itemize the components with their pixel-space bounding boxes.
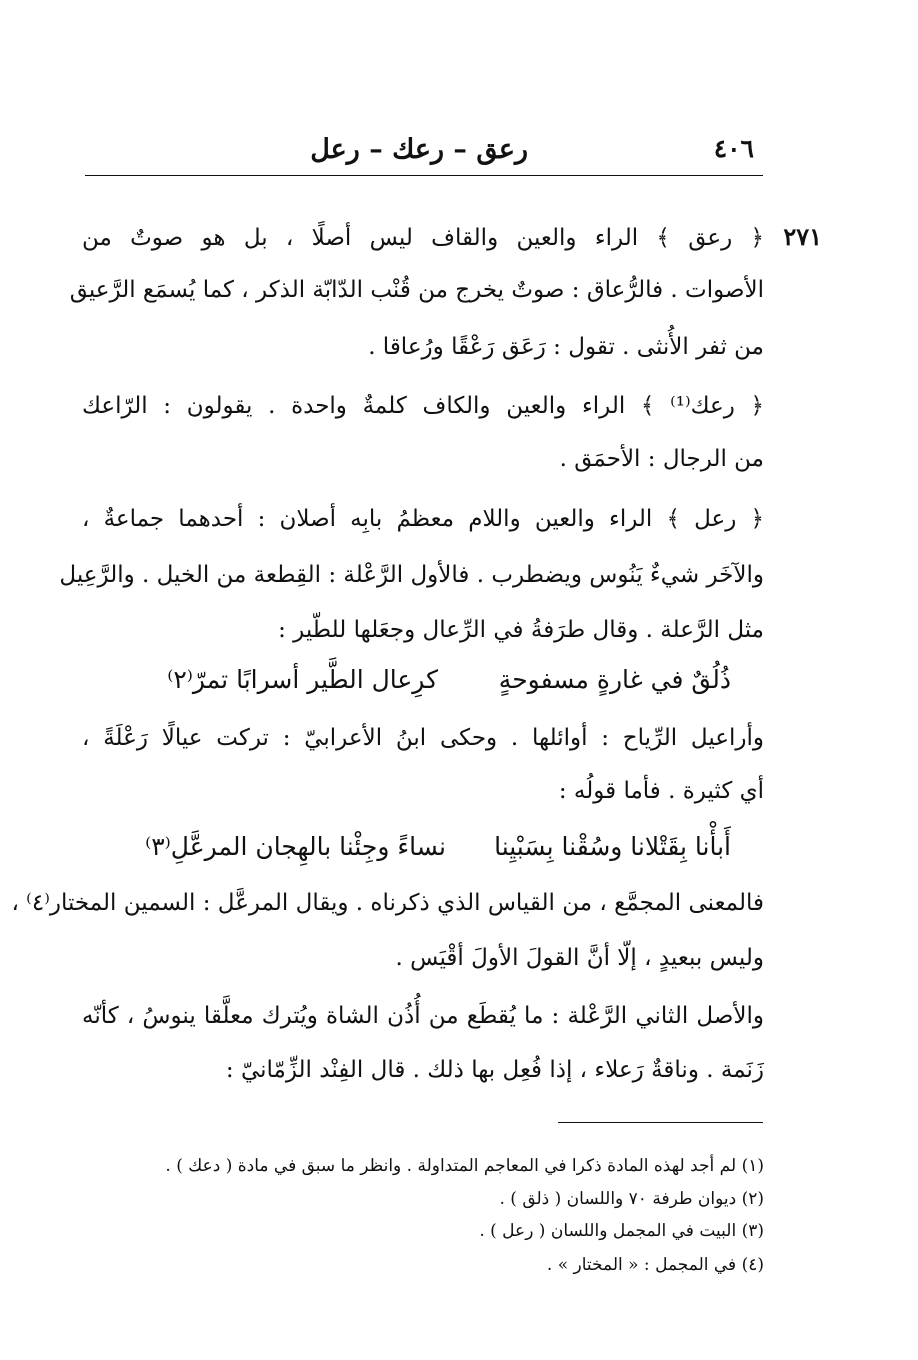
body-line-10: أي كثيرة . فأما قولُه : [558, 778, 764, 804]
body-line-13: والأصل الثاني الرَّعْلة : ما يُقطَع من أُذُن الشاة ويُترك معلَّقا ينوسُ ، كأنّه [82, 1003, 764, 1029]
entry-number: ٢٧١ [783, 222, 822, 251]
page-number: ٤٠٦ [713, 134, 754, 163]
body-line-5: من الرجال : الأحمَق . [559, 446, 764, 472]
body-line-11: فالمعنى المجمَّع ، من القياس الذي ذكرناه . ويقال المرعَّل : السمين المختار⁽٤⁾ ، [11, 890, 764, 916]
body-line-2: الأصوات . فالرُّعاق : صوتٌ يخرج من قُنْب الدّابّة الذكر ، كما يُسمَع الرَّعيق [69, 277, 764, 303]
footnote-4: (٤) في المجمل : « المختار » . [546, 1255, 764, 1275]
verse-1-second-hemistich: كرِعال الطَّير أسرابًا تمرّ⁽٢⁾ [167, 665, 438, 694]
body-line-12: وليس ببعيدٍ ، إلّا أنَّ القولَ الأولَ أقْيَس . [395, 945, 764, 971]
running-head: رعق – رعك – رعل [310, 134, 528, 165]
body-line-3: من ثفر الأُنثى . تقول : رَعَق رَعْقًا ورُعاقا . [368, 334, 764, 360]
body-line-8: مثل الرَّعلة . وقال طرَفةُ في الرِّعال وجعَلها للطّير : [278, 617, 764, 643]
verse-2-first-hemistich: أَبأْنا بِقَتْلانا وسُقْنا بِسَبْيِنا [494, 832, 731, 861]
body-line-14: زَنَمة . وناقةٌ رَعلاء ، إذا فُعِل بها ذلك . قال الفِنْد الزِّمّانيّ : [225, 1057, 764, 1083]
body-line-7: والآخَر شيءٌ يَنُوس ويضطرب . فالأول الرَّعْلة : القِطعة من الخيل . والرَّعِيل [59, 562, 764, 588]
body-line-1: ﴿ رعق ﴾ الراء والعين والقاف ليس أصلًا ، بل هو صوتٌ من [82, 225, 764, 251]
verse-2-second-hemistich: نساءً وجِئْنا بالهِجان المرعَّلِ⁽٣⁾ [145, 832, 446, 861]
footnote-2: (٢) ديوان طرفة ٧٠ واللسان ( ذلق ) . [499, 1189, 764, 1209]
page-header [85, 134, 760, 174]
verse-1-first-hemistich: ذُلُقٌ في غارةٍ مسفوحةٍ [498, 665, 731, 694]
header-rule [85, 175, 763, 176]
body-line-9: وأراعيل الرِّياح : أوائلها . وحكى ابنُ الأعرابيّ : تركت عيالًا رَعْلَةً ، [82, 725, 764, 751]
footnote-3: (٣) البيت في المجمل واللسان ( رعل ) . [479, 1221, 764, 1241]
body-line-4: ﴿ رعك⁽¹⁾ ﴾ الراء والعين والكاف كلمةٌ واحدة . يقولون : الرّاعك [82, 393, 764, 419]
footnote-rule [558, 1122, 763, 1123]
body-line-6: ﴿ رعل ﴾ الراء والعين واللام معظمُ بابِه أصلان : أحدهما جماعةٌ ، [82, 506, 764, 532]
footnote-1: (١) لم أجد لهذه المادة ذكرا في المعاجم المتداولة . وانظر ما سبق في مادة ( دعك ) . [165, 1156, 764, 1176]
